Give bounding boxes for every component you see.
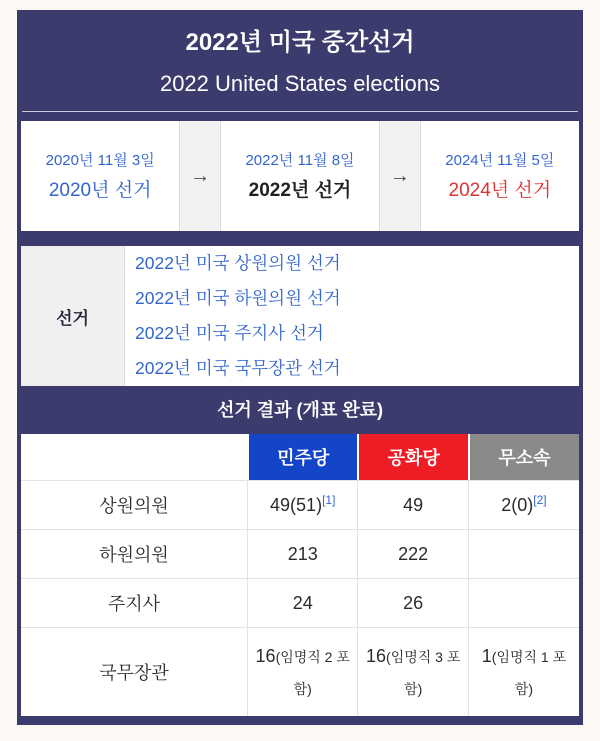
sos-rep-value: 16(임명직 3 포함) xyxy=(357,628,467,716)
governor-ind-value xyxy=(468,579,579,627)
secretary-of-state-election-link[interactable]: 2022년 미국 국무장관 선거 xyxy=(135,358,341,379)
table-row-house xyxy=(21,529,579,578)
row-label: 국무장관 xyxy=(99,663,169,684)
row-label: 하원의원 xyxy=(99,545,169,566)
senate-election-link[interactable]: 2022년 미국 상원의원 선거 xyxy=(135,253,341,274)
prev-election-date-link[interactable]: 2020년 11월 3일 xyxy=(45,151,155,169)
arrow-cell-left xyxy=(179,121,221,231)
title-english: 2022 United States elections xyxy=(159,70,441,96)
right-arrow-icon: → xyxy=(389,164,410,187)
next-election-date-link[interactable]: 2024년 11월 5일 xyxy=(445,151,555,169)
row-label: 주지사 xyxy=(107,594,161,615)
title-divider xyxy=(22,111,578,112)
senate-ind-value: 2(0)[2] xyxy=(468,481,579,529)
current-election-label: 2022년 선거 xyxy=(248,180,352,202)
republican-party-header: 공화당 xyxy=(357,434,467,480)
elections-label: 선거 xyxy=(21,246,125,386)
footnote-2-link[interactable]: [2] xyxy=(533,493,547,508)
governor-rep-value: 26 xyxy=(357,579,467,627)
table-row-senate xyxy=(21,480,579,529)
house-dem-value: 213 xyxy=(247,530,357,578)
governor-dem-value: 24 xyxy=(247,579,357,627)
sos-dem-value: 16(임명직 2 포함) xyxy=(247,628,357,716)
current-election-cell xyxy=(221,121,379,231)
title-korean: 2022년 미국 중간선거 xyxy=(185,29,415,56)
table-row-governor xyxy=(21,578,579,627)
infobox-header xyxy=(21,10,579,111)
arrow-cell-right xyxy=(379,121,421,231)
next-election-link[interactable]: 2024년 선거 xyxy=(448,180,552,202)
senate-dem-value: 49(51)[1] xyxy=(247,481,357,529)
timeline-row xyxy=(21,121,579,231)
results-heading: 선거 결과 (개표 완료) xyxy=(216,400,384,421)
elections-links xyxy=(125,246,579,386)
right-arrow-icon: → xyxy=(190,164,211,187)
house-ind-value xyxy=(468,530,579,578)
election-infobox xyxy=(17,10,583,725)
table-row-secretary-of-state xyxy=(21,627,579,716)
sos-ind-value: 1(임명직 1 포함) xyxy=(468,628,579,716)
prev-election-cell xyxy=(21,121,179,231)
democratic-party-header: 민주당 xyxy=(247,434,357,480)
governor-election-link[interactable]: 2022년 미국 주지사 선거 xyxy=(135,323,324,344)
corner-cell xyxy=(21,434,247,480)
results-table xyxy=(21,434,579,716)
results-header-row xyxy=(21,434,579,480)
prev-election-link[interactable]: 2020년 선거 xyxy=(48,180,152,202)
house-rep-value: 222 xyxy=(357,530,467,578)
row-label: 상원의원 xyxy=(99,496,169,517)
elections-row xyxy=(21,246,579,386)
house-election-link[interactable]: 2022년 미국 하원의원 선거 xyxy=(135,288,341,309)
senate-rep-value: 49 xyxy=(357,481,467,529)
current-election-date-link[interactable]: 2022년 11월 8일 xyxy=(245,151,355,169)
independent-header: 무소속 xyxy=(468,434,579,480)
next-election-cell xyxy=(421,121,579,231)
footnote-1-link[interactable]: [1] xyxy=(322,493,336,508)
